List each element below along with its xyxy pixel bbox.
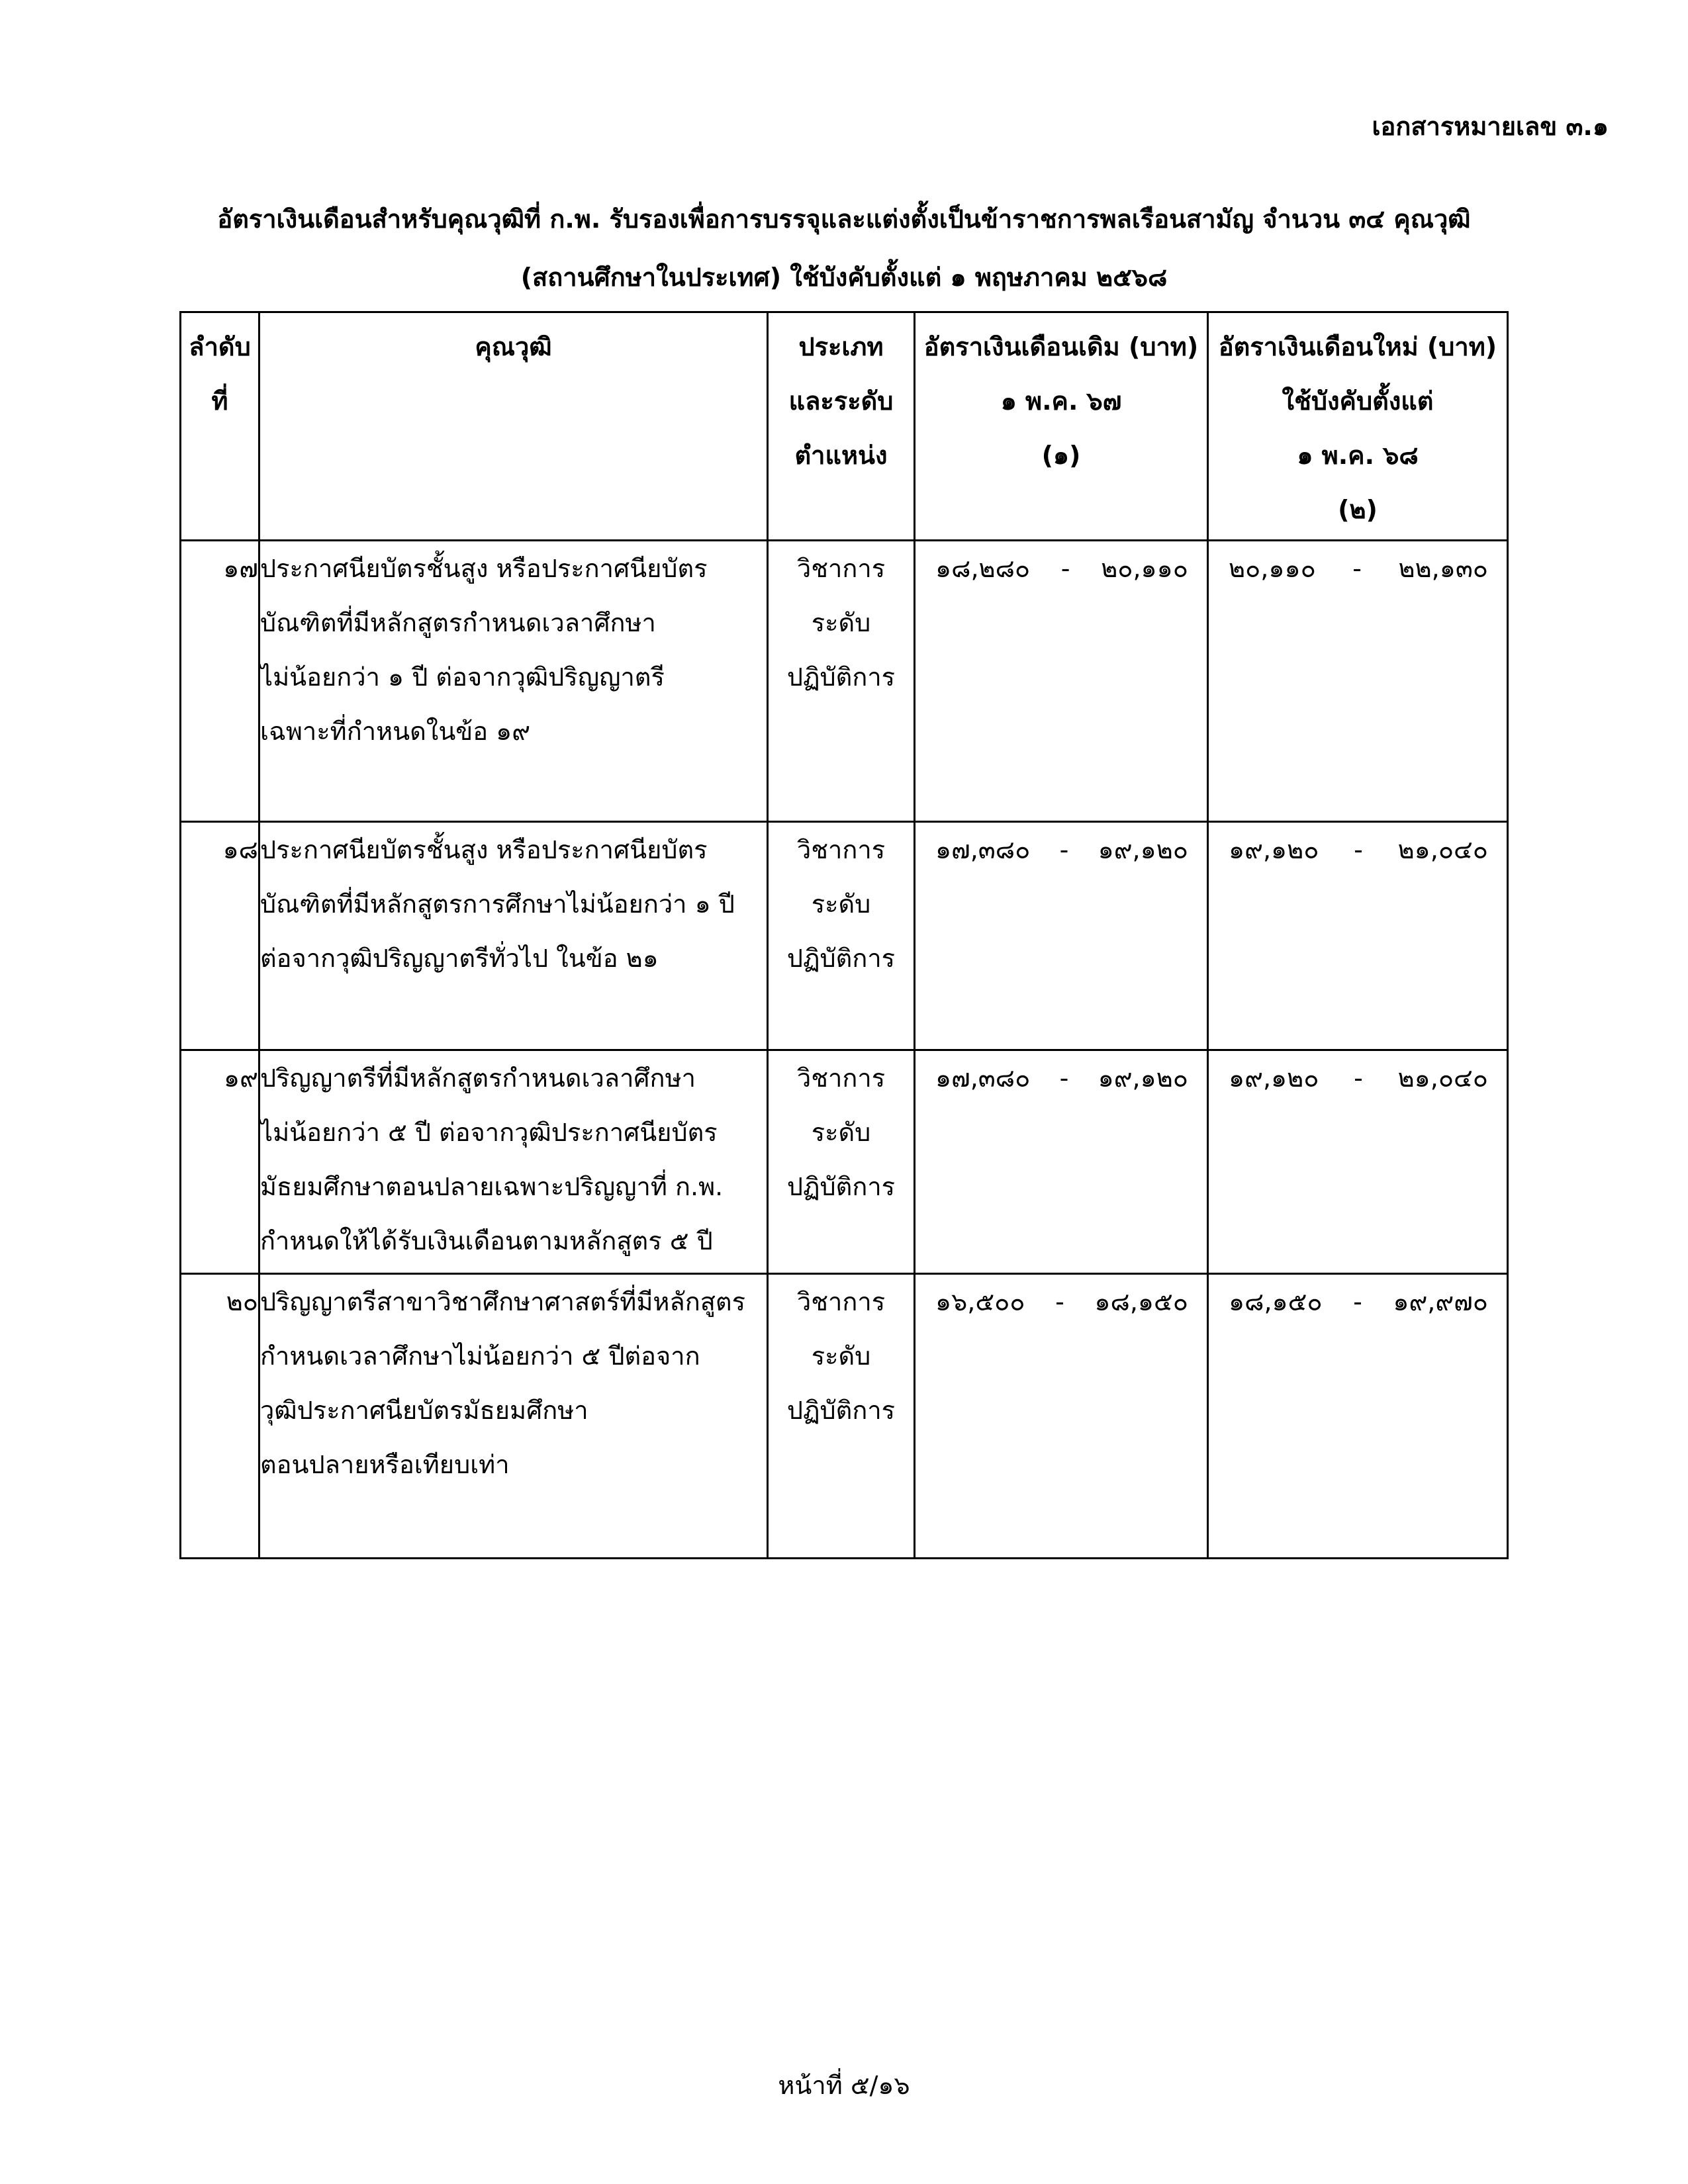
- old-rate-min: ๑๖,๕๐๐: [935, 1287, 1025, 1316]
- new-rate-max: ๒๑,๐๔๐: [1397, 835, 1488, 864]
- new-rate-max: ๒๑,๐๔๐: [1397, 1064, 1488, 1093]
- range-separator: -: [1059, 835, 1069, 864]
- qualification-cell: ปริญญาตรีสาขาวิชาศึกษาศาสตร์ที่มีหลักสูตร กำหนดเวลาศึกษาไม่น้อยกว่า ๕ ปีต่อจาก วุฒิประกาศนียบัตรมัธยมศึกษา ตอนปลายหรือเทียบเท่า: [259, 1274, 768, 1559]
- row-number: ๑๗: [181, 541, 259, 822]
- old-rate-max: ๑๙,๑๒๐: [1098, 1064, 1188, 1093]
- old-rate-cell: [915, 822, 1208, 1050]
- old-rate-cell: [915, 541, 1208, 822]
- new-rate-cell: [1208, 822, 1508, 1050]
- qualification-cell: ปริญญาตรีที่มีหลักสูตรกำหนดเวลาศึกษา ไม่น้อยกว่า ๕ ปี ต่อจากวุฒิประกาศนียบัตร มัธยมศึกษาตอนปลายเฉพาะปริญญาที่ ก.พ. กำหนดให้ได้รับเงินเดือนตามหลักสูตร ๕ ปี: [259, 1050, 768, 1274]
- position-cell: วิชาการ ระดับ ปฏิบัติการ: [768, 1050, 915, 1274]
- table-row: [181, 822, 1508, 1050]
- range-separator: -: [1060, 554, 1070, 583]
- page-number: หน้าที่ ๕/๑๖: [778, 2071, 910, 2100]
- page-subtitle: (สถานศึกษาในประเทศ) ใช้บังคับตั้งแต่ ๑ พฤษภาคม ๒๕๖๘: [520, 263, 1168, 292]
- header-qualification: คุณวุฒิ: [259, 312, 768, 541]
- range-separator: -: [1059, 1064, 1069, 1093]
- old-rate-min: ๑๘,๒๘๐: [935, 554, 1031, 583]
- position-cell: วิชาการ ระดับ ปฏิบัติการ: [768, 541, 915, 822]
- row-number: ๒๐: [181, 1274, 259, 1559]
- range-separator: -: [1353, 1287, 1362, 1316]
- row-number: ๑๘: [181, 822, 259, 1050]
- old-rate-max: ๒๐,๑๑๐: [1101, 554, 1188, 583]
- position-cell: วิชาการ ระดับ ปฏิบัติการ: [768, 822, 915, 1050]
- new-rate-min: ๑๙,๑๒๐: [1229, 835, 1319, 864]
- table-row: [181, 1050, 1508, 1274]
- table-header-row: [181, 312, 1508, 541]
- new-rate-cell: [1208, 541, 1508, 822]
- old-rate-max: ๑๙,๑๒๐: [1098, 835, 1188, 864]
- qualification-cell: ประกาศนียบัตรชั้นสูง หรือประกาศนียบัตร บัณฑิตที่มีหลักสูตรกำหนดเวลาศึกษา ไม่น้อยกว่า ๑ ปี ต่อจากวุฒิปริญญาตรี เฉพาะที่กำหนดในข้อ ๑๙: [259, 541, 768, 822]
- header-no: ลำดับ ที่: [181, 312, 259, 541]
- page-title: อัตราเงินเดือนสำหรับคุณวุฒิที่ ก.พ. รับรองเพื่อการบรรจุและแต่งตั้งเป็นข้าราชการพลเรือนสามัญ จำนวน ๓๔ คุณวุฒิ: [217, 205, 1471, 234]
- range-separator: -: [1352, 554, 1362, 583]
- document-number: เอกสารหมายเลข ๓.๑: [1372, 112, 1609, 141]
- old-rate-max: ๑๘,๑๕๐: [1094, 1287, 1188, 1316]
- range-separator: -: [1354, 835, 1363, 864]
- new-rate-cell: [1208, 1050, 1508, 1274]
- new-rate-min: ๑๙,๑๒๐: [1229, 1064, 1319, 1093]
- old-rate-cell: [915, 1050, 1208, 1274]
- position-cell: วิชาการ ระดับ ปฏิบัติการ: [768, 1274, 915, 1559]
- header-new-rate: อัตราเงินเดือนใหม่ (บาท) ใช้บังคับตั้งแต่ ๑ พ.ค. ๖๘ (๒): [1208, 312, 1508, 541]
- table-row: [181, 1274, 1508, 1559]
- table-row: [181, 541, 1508, 822]
- old-rate-cell: [915, 1274, 1208, 1559]
- header-old-rate: อัตราเงินเดือนเดิม (บาท) ๑ พ.ค. ๖๗ (๑): [915, 312, 1208, 541]
- range-separator: -: [1055, 1287, 1064, 1316]
- new-rate-min: ๑๘,๑๕๐: [1229, 1287, 1323, 1316]
- new-rate-cell: [1208, 1274, 1508, 1559]
- qualification-cell: ประกาศนียบัตรชั้นสูง หรือประกาศนียบัตร บัณฑิตที่มีหลักสูตรการศึกษาไม่น้อยกว่า ๑ ปี ต่อจากวุฒิปริญญาตรีทั่วไป ในข้อ ๒๑: [259, 822, 768, 1050]
- new-rate-max: ๒๒,๑๓๐: [1398, 554, 1488, 583]
- header-position: ประเภท และระดับ ตำแหน่ง: [768, 312, 915, 541]
- new-rate-min: ๒๐,๑๑๐: [1229, 554, 1316, 583]
- range-separator: -: [1354, 1064, 1363, 1093]
- row-number: ๑๙: [181, 1050, 259, 1274]
- salary-table: [179, 311, 1509, 1559]
- new-rate-max: ๑๙,๙๗๐: [1393, 1287, 1488, 1316]
- old-rate-min: ๑๗,๓๘๐: [935, 1064, 1031, 1093]
- old-rate-min: ๑๗,๓๘๐: [935, 835, 1031, 864]
